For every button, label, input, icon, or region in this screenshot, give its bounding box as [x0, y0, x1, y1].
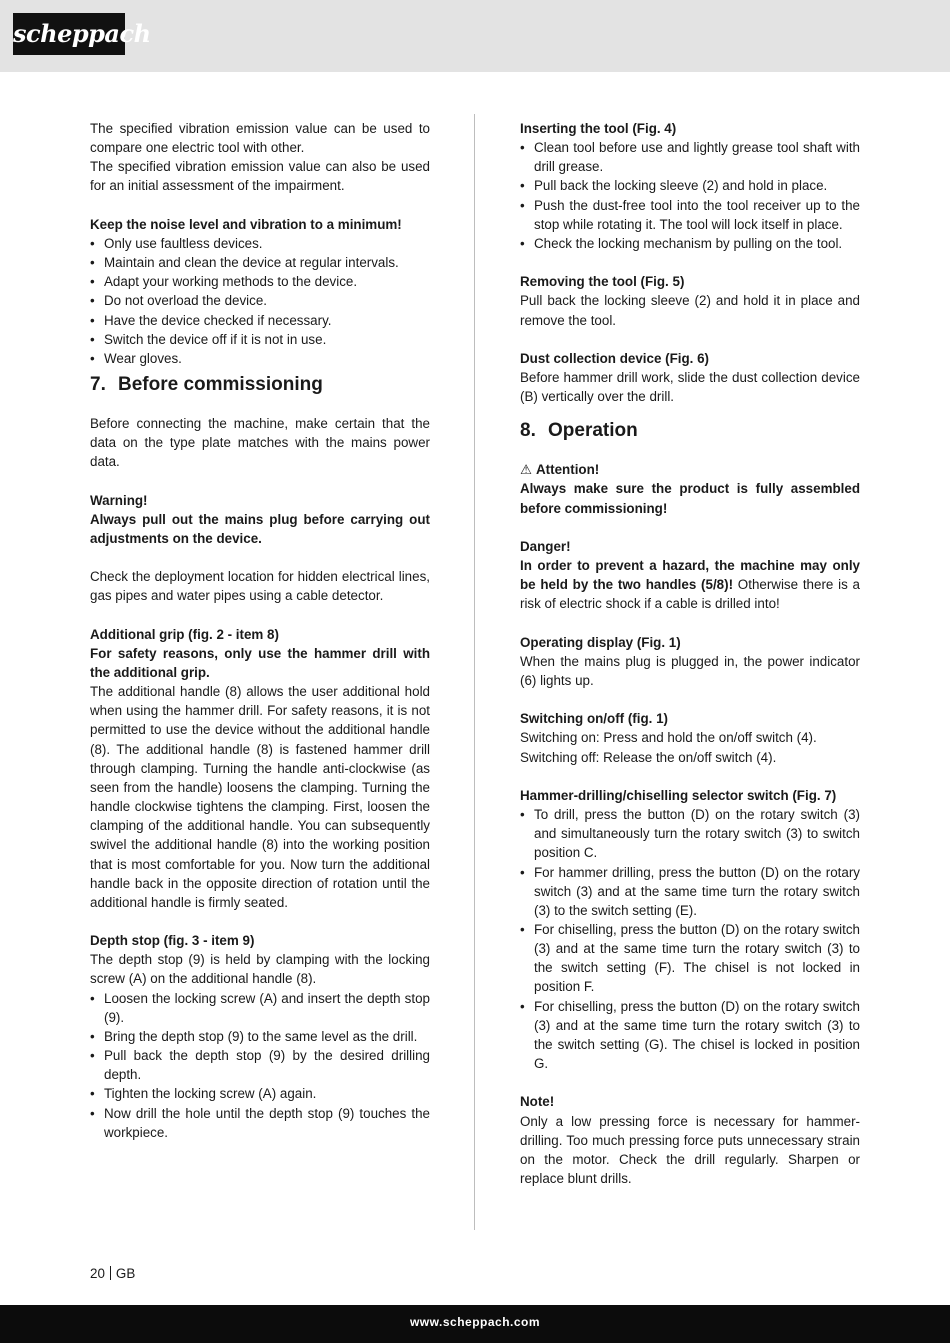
list-item: • Switch the device off if it is not in use. [90, 330, 430, 349]
section-7-heading [90, 368, 430, 404]
list-item: • Loosen the locking screw (A) and insert the depth stop (9). [90, 989, 430, 1027]
check-paragraph: Check the deployment location for hidden electrical lines, gas pipes and water pipes using a cable detector. [90, 569, 430, 604]
section-8-title: Operation [548, 420, 638, 442]
list-item: • Wear gloves. [90, 349, 430, 368]
right-column [520, 119, 860, 1188]
dust-paragraph: Before hammer drill work, slide the dust collection device (B) vertically over the drill. [520, 370, 860, 405]
depth-list [90, 989, 430, 1142]
danger-paragraph [520, 556, 860, 613]
selector-heading: Hammer-drilling/chiselling selector switch (Fig. 7) [520, 787, 837, 803]
note-label: Note! [520, 1094, 555, 1110]
footer-band [0, 1305, 950, 1343]
list-item: • Pull back the depth stop (9) by the desired drilling depth. [90, 1046, 430, 1084]
danger-bold-text: In order to prevent a hazard, the machine may only be held by the two handles (5/8)! [520, 558, 860, 593]
list-item: • For hammer drilling, press the button (D) on the rotary switch (3) and at the same time turn the rotary switch (3) to the switch setting (E). [520, 863, 860, 920]
list-item: • To drill, press the button (D) on the rotary switch (3) and simultaneously turn the rotary switch (3) to switch position C. [520, 805, 860, 862]
list-item: • Adapt your working methods to the device. [90, 272, 430, 291]
attention-text: Always make sure the product is fully assembled before commissioning! [520, 481, 860, 516]
note-paragraph: Only a low pressing force is necessary for hammerdrilling. Too much pressing force puts unnecessary strain on the motor. Check the drill regularly. Sharpen or replace blunt drills. [520, 1113, 860, 1187]
list-item: • Bring the depth stop (9) to the same level as the drill. [90, 1027, 430, 1046]
list-item: • Clean tool before use and lightly grease tool shaft with drill grease. [520, 138, 860, 176]
list-item: • Only use faultless devices. [90, 234, 430, 253]
switch-off-text: Switching off: Release the on/off switch (4). [520, 749, 777, 765]
insert-list [520, 138, 860, 253]
section-8-heading [520, 406, 860, 450]
footer-url: www.scheppach.com [409, 1315, 541, 1329]
list-item: • Push the dust-free tool into the tool receiver up to the stop while rotating it. The tool will lock itself in place. [520, 196, 860, 234]
depth-paragraph: The depth stop (9) is held by clamping with the locking screw (A) on the additional handle (8). [90, 952, 430, 987]
section-8-number: 8. [520, 420, 536, 442]
attention-line [520, 460, 860, 479]
attention-label: Attention! [536, 462, 600, 478]
list-item: • For chiselling, press the button (D) on the rotary switch (3) and at the same time turn the rotary switch (3) to the switch setting (F). The chisel is not locked in position F. [520, 920, 860, 997]
dust-heading: Dust collection device (Fig. 6) [520, 350, 709, 366]
display-heading: Operating display (Fig. 1) [520, 634, 681, 650]
before-paragraph: Before connecting the machine, make certain that the data on the type plate matches with the mains power data. [90, 416, 430, 470]
language-code: GB [115, 1266, 136, 1281]
list-item: • Pull back the locking sleeve (2) and hold in place. [520, 176, 860, 195]
warning-triangle-icon: ⚠ [520, 462, 533, 478]
switch-on-text: Switching on: Press and hold the on/off switch (4). [520, 730, 817, 746]
list-item: • Now drill the hole until the depth stop (9) touches the workpiece. [90, 1104, 430, 1142]
list-item: • Have the device checked if necessary. [90, 311, 430, 330]
list-item: • Check the locking mechanism by pulling on the tool. [520, 234, 860, 253]
page-number-value: 20 [90, 1266, 105, 1281]
warning-text: Always pull out the mains plug before carrying out adjustments on the device. [90, 511, 430, 546]
list-item: • Tighten the locking screw (A) again. [90, 1084, 430, 1103]
intro-paragraph-2: The specified vibration emission value can also be used for an initial assessment of the impairment. [90, 159, 430, 194]
left-column [90, 119, 430, 1142]
page-number [90, 1264, 135, 1283]
list-item: • For chiselling, press the button (D) on the rotary switch (3) and at the same time turn the rotary switch (3) to the switch setting (G). The chisel is locked in position G. [520, 997, 860, 1074]
noise-list [90, 234, 430, 368]
column-divider [474, 114, 475, 1230]
danger-rest-text: Otherwise there is a risk of electric shock if a cable is drilled into! [520, 577, 860, 612]
selector-list [520, 805, 860, 1073]
list-item: • Do not overload the device. [90, 291, 430, 310]
grip-safety: For safety reasons, only use the hammer drill with the additional grip. [90, 645, 430, 680]
remove-heading: Removing the tool (Fig. 5) [520, 274, 685, 290]
switch-heading: Switching on/off (fig. 1) [520, 711, 669, 727]
page-separator [110, 1266, 111, 1280]
scheppach-logo: scheppach [13, 13, 125, 55]
noise-heading: Keep the noise level and vibration to a minimum! [90, 216, 402, 232]
grip-paragraph: The additional handle (8) allows the user additional hold when using the hammer drill. For safety reasons, it is not permitted to use the device without the additional handle (8). The additional handle (8) is fastened hammer drill through clamping. Turning the handle anti-clockwise (as seen from the handle) loosens the clamping. Turning the handle clockwise tightens the clamping. First, loosen the clamping of the additional handle. You can subsequently swivel the additional handle (8) into the working position that is most comfortable for you. Now turn the additional handle back in the opposite direction of rotation until the additional handle is firmly seated. [90, 684, 430, 910]
section-7-title: Before commissioning [118, 374, 323, 396]
remove-paragraph: Pull back the locking sleeve (2) and hold it in place and remove the tool. [520, 293, 860, 328]
insert-heading: Inserting the tool (Fig. 4) [520, 121, 677, 136]
header-band [0, 0, 950, 72]
grip-heading: Additional grip (fig. 2 - item 8) [90, 626, 279, 642]
list-item: • Maintain and clean the device at regular intervals. [90, 253, 430, 272]
warning-label: Warning! [90, 492, 148, 508]
section-7-number: 7. [90, 374, 106, 396]
depth-heading: Depth stop (fig. 3 - item 9) [90, 933, 255, 949]
intro-paragraph-1: The specified vibration emission value can be used to compare one electric tool with other. [90, 121, 430, 156]
display-paragraph: When the mains plug is plugged in, the power indicator (6) lights up. [520, 653, 860, 688]
danger-label: Danger! [520, 538, 571, 554]
